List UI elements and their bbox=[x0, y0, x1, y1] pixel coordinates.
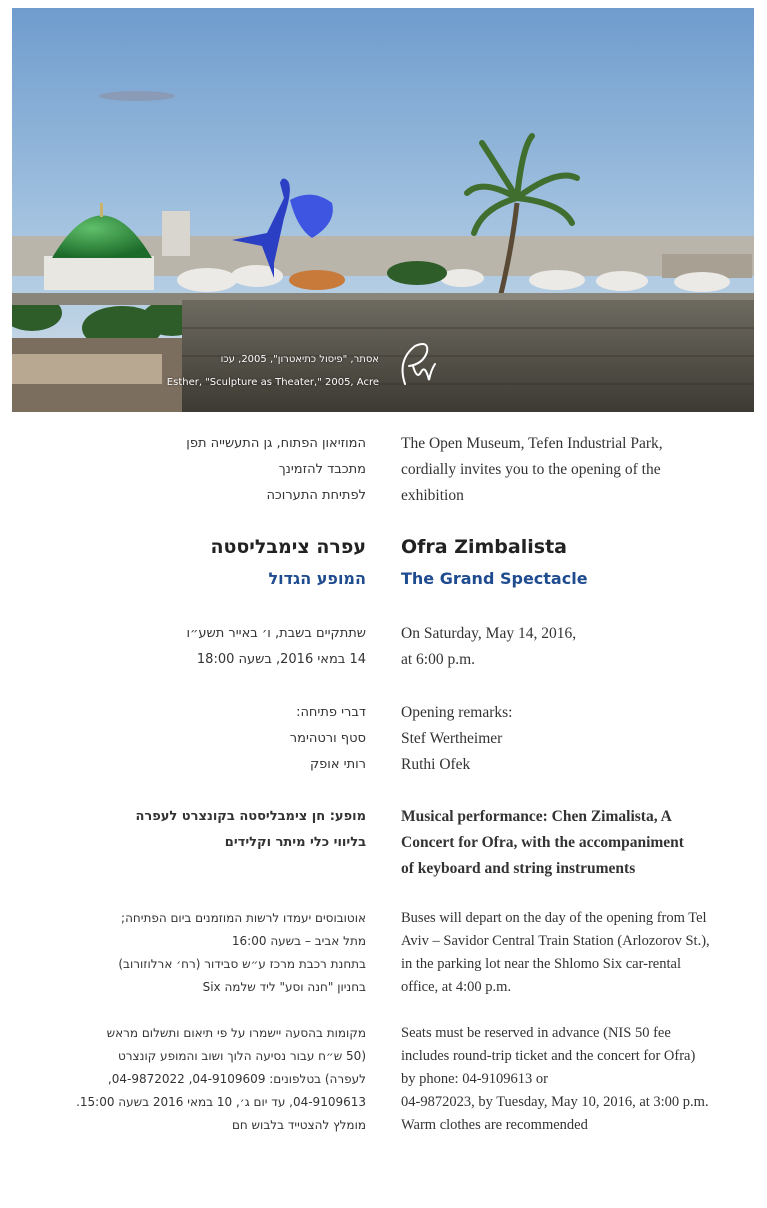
text-line: 04-9109613, עד יום ג׳, 10 במאי 2016 בשעה 15:00. bbox=[76, 1095, 366, 1109]
text-line: רותי אופק bbox=[309, 757, 366, 772]
text-line: בליווי כלי מיתר וקלידים bbox=[224, 835, 366, 850]
intro-hebrew bbox=[11, 431, 366, 509]
text-line: מתכבד להזמינך bbox=[278, 462, 366, 477]
text-line: by phone: 04-9109613 or bbox=[401, 1071, 548, 1087]
text-line: Opening remarks: bbox=[401, 704, 513, 721]
text-line: (50 ש״ח עבור נסיעה הלוך ושוב והמופע קונצרט bbox=[117, 1049, 366, 1063]
text-line: שתתקיים בשבת, ו׳ באייר תשע״ו bbox=[186, 626, 366, 641]
text-line: 04-9872023, by Tuesday, May 10, 2016, at 3:00 p.m. bbox=[401, 1094, 709, 1110]
seats-english bbox=[401, 1022, 751, 1137]
seats-hebrew bbox=[11, 1022, 366, 1137]
text-line: exhibition bbox=[401, 487, 464, 504]
text-line: includes round-trip ticket and the concert for Ofra) bbox=[401, 1048, 696, 1064]
text-line: at 6:00 p.m. bbox=[401, 651, 476, 668]
text-line: בחניון "חנה וסע" ליד שלמה Six bbox=[202, 980, 366, 994]
text-line: On Saturday, May 14, 2016, bbox=[401, 625, 577, 642]
text-line: 14 במאי 2016, בשעה 18:00 bbox=[196, 652, 366, 667]
date-hebrew bbox=[11, 621, 366, 673]
signature-logo bbox=[395, 340, 439, 392]
remarks-english bbox=[401, 700, 751, 778]
text-line: מתל אביב – בשעה 16:00 bbox=[231, 934, 366, 948]
text-line: Stef Wertheimer bbox=[401, 730, 503, 747]
exhibition-name: המופע הגדול bbox=[268, 569, 366, 588]
remarks-hebrew bbox=[11, 700, 366, 778]
hero-photo bbox=[12, 8, 754, 412]
title-english bbox=[401, 532, 751, 596]
text-line: Ruthi Ofek bbox=[401, 756, 471, 773]
text-line: אוטובוסים יעמדו לרשות המוזמנים ביום הפתיחה; bbox=[121, 911, 366, 925]
photo-caption-hebrew: אסתר, "פיסול כתיאטרון", 2005, עכו bbox=[220, 354, 379, 365]
text-line: לעפרה) בטלפונים: 04-9109609, 04-9872022, bbox=[107, 1072, 366, 1086]
text-line: Warm clothes are recommended bbox=[401, 1117, 588, 1133]
acre-rooftop-sculpture-image bbox=[12, 8, 754, 412]
text-line: Musical performance: Chen Zimalista, A bbox=[401, 808, 672, 825]
text-line: of keyboard and string instruments bbox=[401, 860, 636, 877]
text-line: מומלץ להצטייד בלבוש חם bbox=[231, 1118, 366, 1132]
photo-caption-english: Esther, "Sculpture as Theater," 2005, Acre bbox=[166, 377, 379, 388]
text-line: The Open Museum, Tefen Industrial Park, bbox=[401, 435, 663, 452]
text-line: Aviv – Savidor Central Train Station (Arlozorov St.), bbox=[401, 933, 710, 949]
buses-hebrew bbox=[11, 907, 366, 999]
intro-english bbox=[401, 431, 751, 509]
text-line: סטף ורטהימר bbox=[289, 731, 366, 746]
performance-english bbox=[401, 804, 751, 882]
text-line: Seats must be reserved in advance (NIS 50 fee bbox=[401, 1025, 671, 1041]
title-hebrew bbox=[11, 532, 366, 596]
buses-english bbox=[401, 907, 751, 999]
performance-hebrew bbox=[11, 804, 366, 856]
text-line: in the parking lot near the Shlomo Six car-rental bbox=[401, 956, 681, 972]
text-line: Buses will depart on the day of the opening from Tel bbox=[401, 910, 707, 926]
exhibition-name: The Grand Spectacle bbox=[401, 569, 588, 588]
text-line: דברי פתיחה: bbox=[296, 705, 366, 720]
text-line: לפתיחת התערוכה bbox=[266, 488, 366, 503]
text-line: מקומות בהסעה יישמרו על פי תיאום ותשלום מראש bbox=[106, 1026, 366, 1040]
artist-name: Ofra Zimbalista bbox=[401, 536, 567, 558]
text-line: office, at 4:00 p.m. bbox=[401, 979, 512, 995]
text-line: בתחנת רכבת מרכז ע״ש סבידור (רח׳ ארלוזורוב) bbox=[118, 957, 366, 971]
artist-name: עפרה צימבליסטה bbox=[210, 536, 366, 558]
text-line: המוזיאון הפתוח, גן התעשייה תפן bbox=[186, 436, 366, 451]
text-line: cordially invites you to the opening of the bbox=[401, 461, 661, 478]
text-line: Concert for Ofra, with the accompaniment bbox=[401, 834, 684, 851]
text-line: מופע: חן צימבליסטה בקונצרט לעפרה bbox=[135, 809, 366, 824]
date-english bbox=[401, 621, 751, 673]
